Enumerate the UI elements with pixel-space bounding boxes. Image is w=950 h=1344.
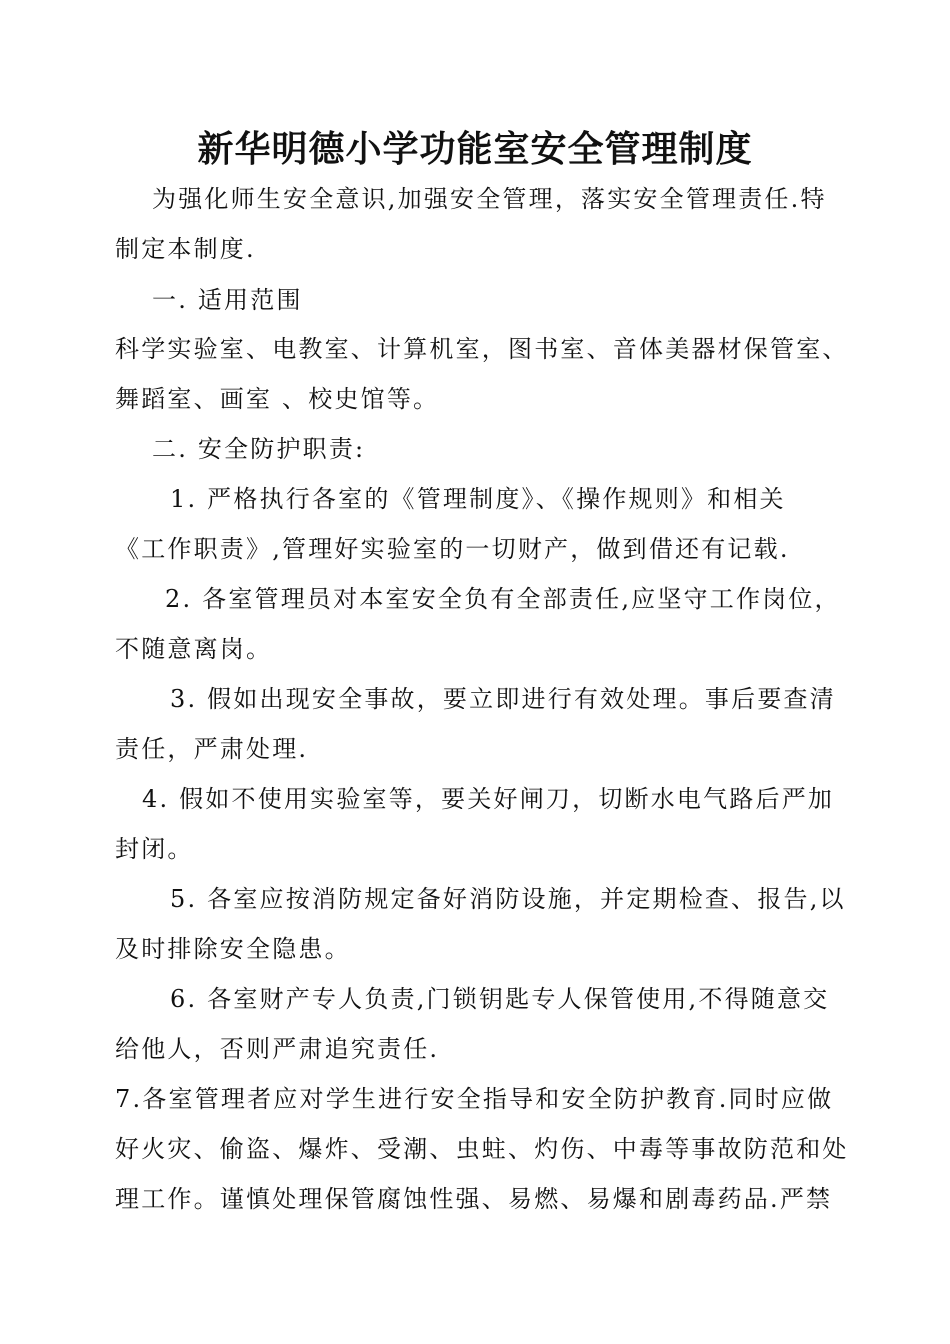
paragraph-line: 6. 各室财产专人负责,门锁钥匙专人保管使用,不得随意交 [170, 985, 830, 1013]
paragraph-line: 制定本制度. [115, 235, 256, 263]
paragraph-line: 及时排除安全隐患。 [115, 935, 351, 963]
paragraph-line: 责任，严肃处理. [115, 735, 309, 763]
paragraph-line: 7.各室管理者应对学生进行安全指导和安全防护教育.同时应做 [115, 1085, 834, 1113]
paragraph-line: 1. 严格执行各室的《管理制度》、《操作规则》和相关 [170, 485, 786, 513]
section-heading: 二. 安全防护职责: [152, 435, 366, 463]
paragraph-line: 5. 各室应按消防规定备好消防设施，并定期检查、报告,以 [170, 885, 846, 913]
paragraph-line: 好火灾、偷盗、爆炸、受潮、虫蛀、灼伤、中毒等事故防范和处 [115, 1135, 849, 1163]
paragraph-line: 不随意离岗。 [115, 635, 273, 663]
paragraph-line: 3. 假如出现安全事故，要立即进行有效处理。事后要查清 [170, 685, 836, 713]
paragraph-line: 理工作。谨慎处理保管腐蚀性强、易燃、易爆和剧毒药品.严禁 [115, 1185, 833, 1213]
paragraph-line: 《工作职责》,管理好实验室的一切财产，做到借还有记载. [115, 535, 790, 563]
paragraph-line: 科学实验室、电教室、计算机室，图书室、音体美器材保管室、 [115, 335, 849, 363]
paragraph-line: 为强化师生安全意识,加强安全管理，落实安全管理责任.特 [152, 185, 827, 213]
paragraph-line: 封闭。 [115, 835, 194, 863]
paragraph-line: 舞蹈室、画室 、校史馆等。 [115, 385, 440, 413]
section-heading: 一. 适用范围 [152, 286, 303, 314]
paragraph-line: 给他人，否则严肃追究责任. [115, 1035, 440, 1063]
paragraph-line: 4. 假如不使用实验室等，要关好闸刀，切断水电气路后严加 [142, 785, 835, 813]
document-title: 新华明德小学功能室安全管理制度 [197, 128, 753, 170]
paragraph-line: 2. 各室管理员对本室安全负有全部责任,应坚守工作岗位， [165, 585, 841, 613]
